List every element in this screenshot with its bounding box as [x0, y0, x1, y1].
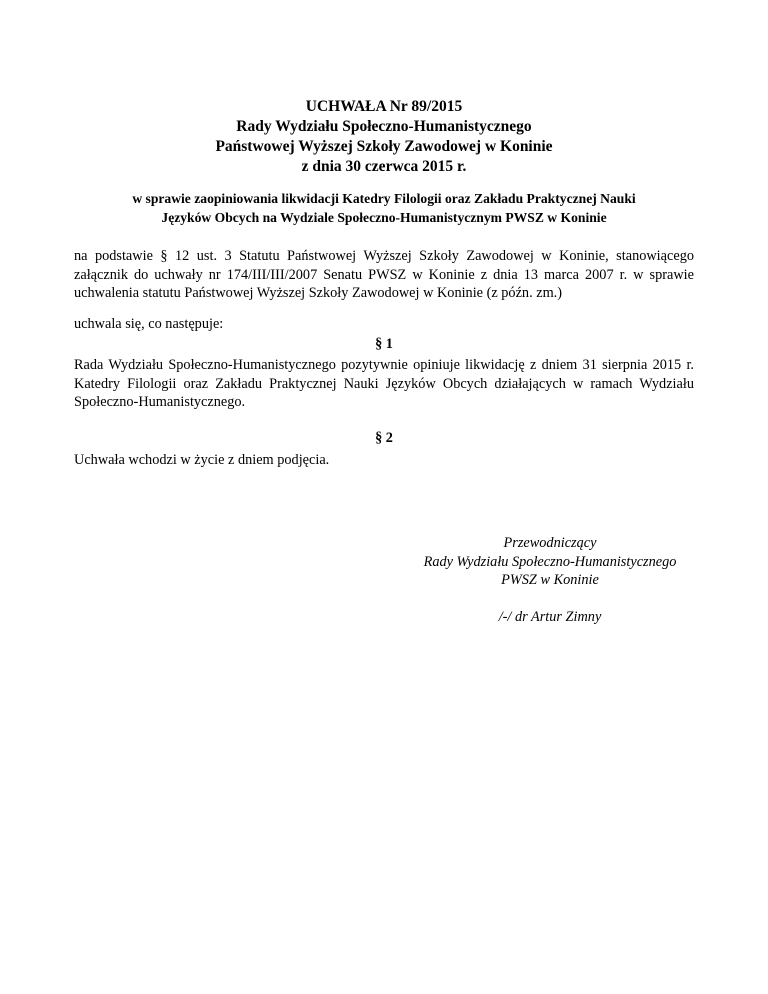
resolution-number: UCHWAŁA Nr 89/2015: [305, 98, 463, 115]
section-2-heading: § 2: [375, 430, 393, 446]
section-1-text: Rada Wydziału Społeczno-Humanistycznego pozytywnie opiniuje likwidację z dniem 31 sierpnia 2015 r. Katedry Filologii oraz Zakładu Praktycznej Nauki Języków Obcych działających w ramach Wydziału Społeczno-Humanistycznego.: [74, 357, 694, 410]
resolution-subject: [0, 189, 768, 227]
intro-text: uchwala się, co następuje:: [74, 316, 224, 332]
council-name: Rady Wydziału Społeczno-Humanistycznego: [236, 118, 532, 135]
section-1-heading: § 1: [375, 336, 393, 352]
section-2-text: Uchwała wchodzi w życie z dniem podjęcia.: [74, 452, 330, 468]
signatory-institution: PWSZ w Koninie: [501, 572, 599, 588]
signatory-council: Rady Wydziału Społeczno-Humanistycznego: [423, 553, 677, 570]
legal-basis-paragraph: na podstawie § 12 ust. 3 Statutu Państwowej Wyższej Szkoły Zawodowej w Koninie, stanowiącego załącznik do uchwały nr 174/III/III/2007 Senatu PWSZ w Koninie z dnia 13 marca 2007 r. w sprawie uchwalenia statutu Państwowej Wyższej Szkoły Zawodowej w Koninie (z późn. zm.): [74, 248, 694, 301]
signatory-title: Przewodniczący: [503, 535, 597, 551]
signatory-name: /-/ dr Artur Zimny: [498, 608, 602, 625]
signature-block: [400, 534, 700, 626]
subject-line-1: w sprawie zaopiniowania likwidacji Katedry Filologii oraz Zakładu Praktycznej Nauki: [132, 191, 636, 206]
subject-line-2: Języków Obcych na Wydziale Społeczno-Humanistycznym PWSZ w Koninie: [161, 210, 607, 225]
resolution-date: z dnia 30 czerwca 2015 r.: [301, 158, 467, 175]
resolution-title: [0, 97, 768, 177]
institution-name: Państwowej Wyższej Szkoły Zawodowej w Koninie: [215, 138, 553, 155]
